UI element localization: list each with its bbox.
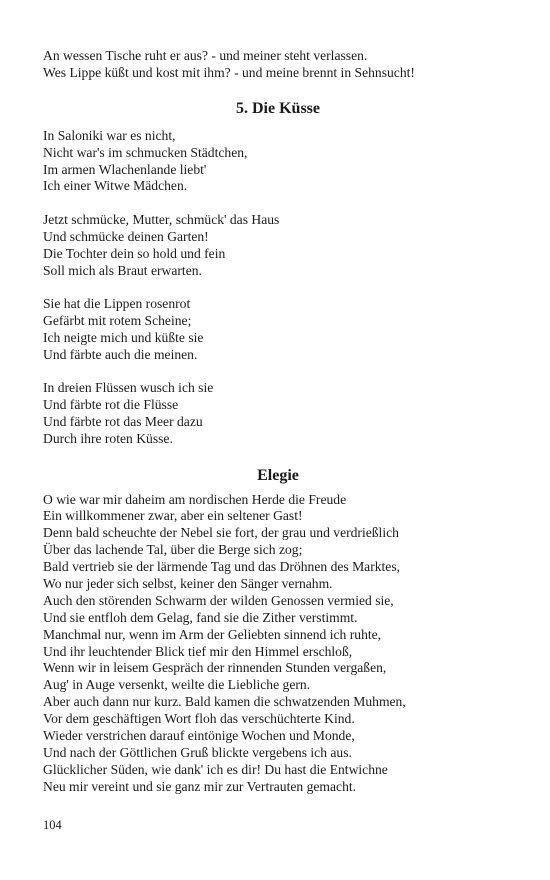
intro-line: Wes Lippe küßt und kost mit ihm? - und meine brennt in Sehnsucht! [43,64,415,80]
poem-line: Aber auch dann nur kurz. Bald kamen die schwatzenden Muhmen, [43,694,406,710]
poem-line: Bald vertrieb sie der lärmende Tag und das Dröhnen des Marktes, [43,559,401,575]
poem-line: Ich neigte mich und küßte sie [43,329,204,345]
poem-line: Und nach der Göttlichen Gruß blickte vergebens ich aus. [43,744,352,760]
poem-line: Neu mir vereint und sie ganz mir zur Vertrauten gemacht. [43,778,357,794]
kuesse-stanza-2 [43,212,513,280]
kuesse-stanza-3 [43,296,513,364]
poem-line: Ein willkommener zwar, aber ein seltener Gast! [43,508,303,524]
kuesse-stanza-1 [43,128,513,196]
intro-line: An wessen Tische ruht er aus? - und meiner steht verlassen. [43,48,368,63]
poem-line: Auch den störenden Schwarm der wilden Genossen vermied sie, [43,592,394,608]
poem-line: In Saloniki war es nicht, [43,127,176,143]
poem-line: Im armen Wlachenlande liebt' [43,161,207,177]
poem-title-elegie: Elegie [257,466,299,484]
poem-line: Über das lachende Tal, über die Berge sich zog; [43,542,303,558]
poem-line: Wo nur jeder sich selbst, keiner den Sänger vernahm. [43,575,333,591]
poem-line: Und färbte auch die meinen. [43,346,198,362]
poem-line: Und ihr leuchtender Blick tief mir den Himmel erschloß, [43,643,353,659]
poem-line: Die Tochter dein so hold und fein [43,245,226,261]
poem-line: Wenn wir in leisem Gespräch der rinnenden Stunden vergaßen, [43,660,387,676]
poem-line: Soll mich als Braut erwarten. [43,262,202,278]
poem-line: Und schmücke deinen Garten! [43,228,209,244]
page-number: 104 [43,818,62,832]
poem-line: Sie hat die Lippen rosenrot [43,295,191,311]
poem-line: Glücklicher Süden, wie dank' ich es dir! Du hast die Entwichne [43,761,388,777]
poem-line: Gefärbt mit rotem Scheine; [43,312,192,328]
poem-line: In dreien Flüssen wusch ich sie [43,379,214,395]
poem-line: Wieder verstrichen darauf eintönige Wochen und Monde, [43,728,355,743]
poem-line: Aug' in Auge versenkt, weilte die Liebliche gern. [43,677,311,693]
poem-line: O wie war mir daheim am nordischen Herde die Freude [43,491,347,507]
elegie-body [43,492,513,796]
book-page [43,48,513,796]
poem-line: Nicht war's im schmucken Städtchen, [43,144,248,160]
poem-line: Denn bald scheuchte der Nebel sie fort, der grau und verdrießlich [43,525,399,541]
poem-line: Und sie entfloh dem Gelag, fand sie die Zither verstimmt. [43,609,358,625]
poem-line: Vor dem geschäftigen Wort floh das verschüchterte Kind. [43,711,355,727]
intro-stanza [43,48,513,82]
kuesse-stanza-4 [43,380,513,448]
poem-line: Durch ihre roten Küsse. [43,430,173,446]
poem-line: Manchmal nur, wenn im Arm der Geliebten sinnend ich ruhte, [43,626,382,642]
poem-line: Und färbte rot die Flüsse [43,396,179,412]
poem-line: Ich einer Witwe Mädchen. [43,178,188,194]
poem-line: Und färbte rot das Meer dazu [43,413,203,429]
poem-title-kuesse: 5. Die Küsse [236,99,320,117]
poem-line: Jetzt schmücke, Mutter, schmück' das Haus [43,211,280,227]
